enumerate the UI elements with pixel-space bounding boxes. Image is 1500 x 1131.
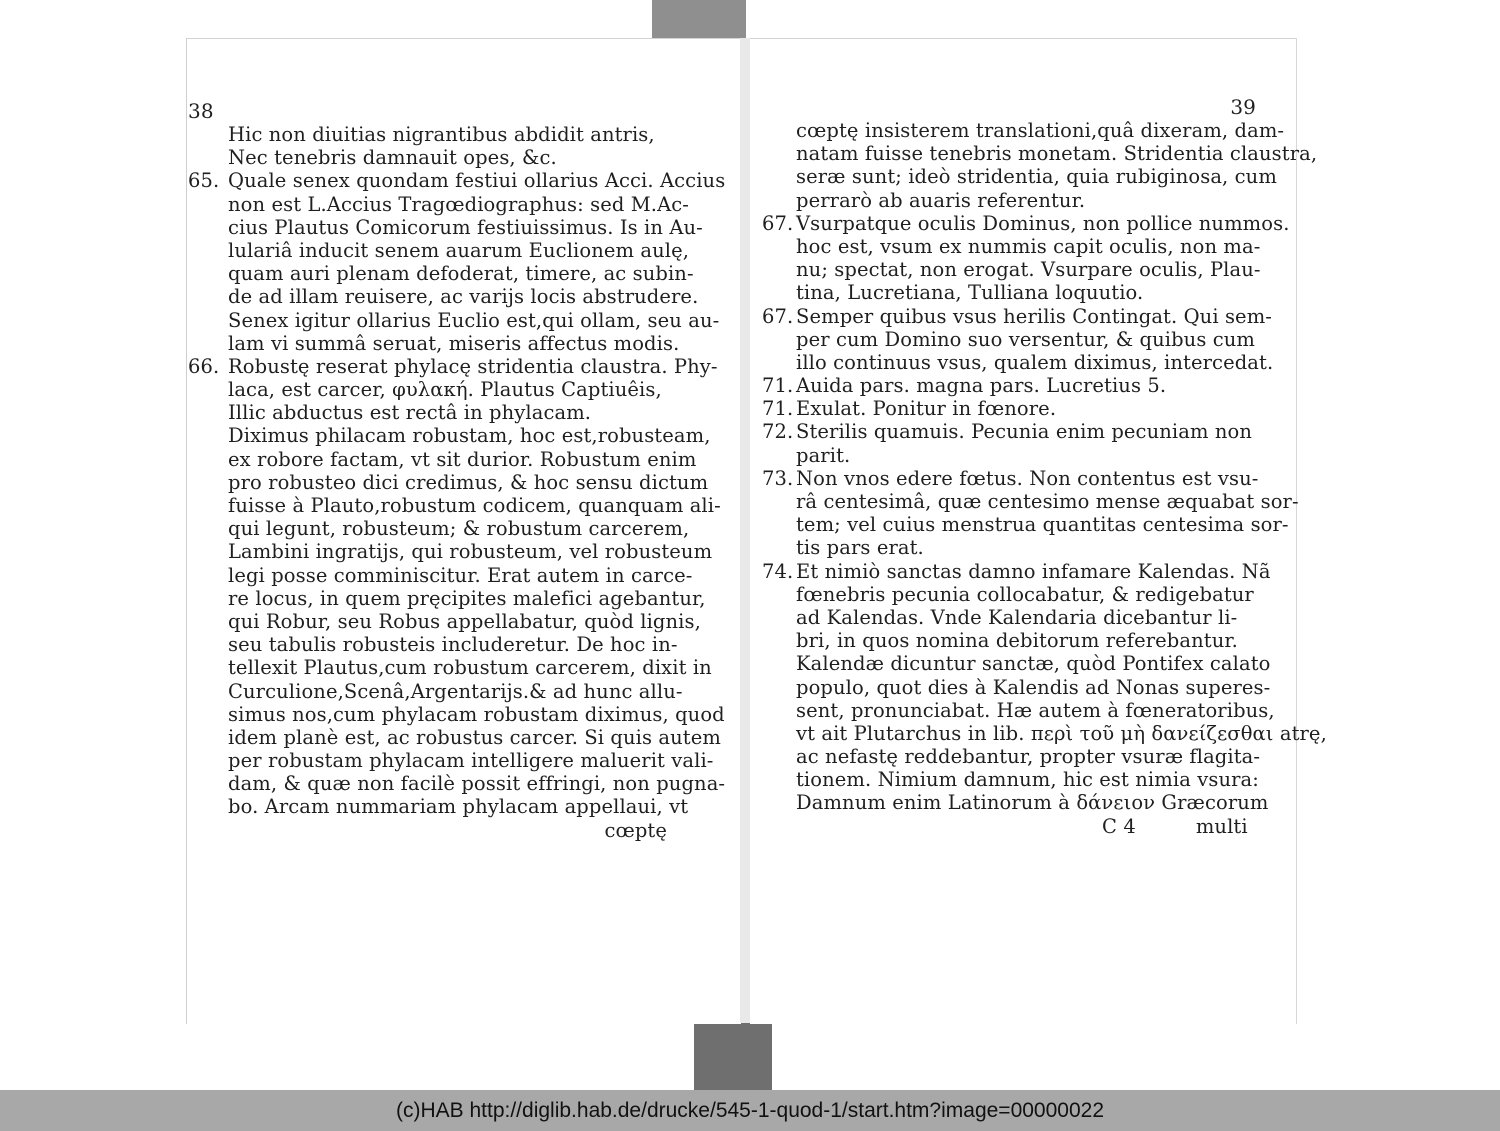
verse-number: 66.	[188, 354, 220, 378]
line-text: qui legunt, robusteum; & robustum carcerem,	[228, 517, 690, 541]
line-text: Vsurpatque oculis Dominus, non pollice nummos.	[796, 211, 1290, 235]
line-text: Non vnos edere fœtus. Non contentus est vsu-	[796, 466, 1259, 490]
line-text: cœptę insisterem translationi,quâ dixeram, dam-	[796, 119, 1285, 142]
line-text: Hic non diuitias nigrantibus abdidit antris,	[228, 123, 655, 146]
line-text: Lambini ingratijs, qui robusteum, vel robusteum	[228, 540, 713, 564]
text-line	[762, 652, 1271, 676]
line-text: Senex igitur ollarius Euclio est,qui ollam, seu au-	[228, 308, 720, 332]
text-line	[762, 490, 1299, 513]
line-text: seu tabulis robusteis includeretur. De hoc in-	[228, 633, 678, 657]
signature-line	[762, 815, 1260, 838]
line-text: ac nefastę reddebantur, propter vsuræ flagita-	[796, 745, 1261, 769]
line-text: re locus, in quem pręcipites malefici agebantur,	[228, 586, 706, 610]
line-text: ad Kalendas. Vnde Kalendaria dicebantur li-	[796, 605, 1238, 629]
text-line	[188, 586, 706, 610]
line-text: simus nos,cum phylacam robustam diximus, quod	[228, 702, 725, 726]
line-text: tem; vel cuius menstrua quantitas centesima sor-	[796, 513, 1289, 537]
line-text: Illic abductus est rectâ in phylacam.	[228, 401, 592, 425]
text-line	[188, 239, 703, 262]
verse-number: 71.	[762, 397, 794, 421]
line-text: seræ sunt; ideò stridentia, quia rubiginosa, cum	[796, 165, 1277, 189]
verse-number: 71.	[762, 374, 794, 398]
text-line	[188, 772, 726, 796]
text-line	[188, 216, 703, 239]
text-line	[762, 536, 1260, 559]
text-line	[188, 401, 703, 424]
line-text: perrarò ab auaris referentur.	[796, 188, 1086, 212]
line-text: pro robusteo dici credimus, & hoc sensu dictum	[228, 470, 709, 494]
book-spine-top	[652, 0, 746, 40]
text-line	[188, 448, 703, 471]
text-line	[762, 420, 1260, 443]
text-line	[188, 656, 712, 680]
line-text: lulariâ inducit senem auarum Euclionem aulę,	[228, 238, 690, 262]
text-line	[188, 378, 703, 401]
book-spine-bottom	[694, 1018, 772, 1090]
line-text: Semper quibus vsus herilis Contingat. Qui sem-	[796, 304, 1272, 328]
text-line	[188, 749, 714, 773]
line-text: lam vi summâ seruat, miseris affectus modis.	[228, 331, 680, 355]
line-text: cius Plautus Comicorum festiuissimus. Is in Au-	[228, 215, 703, 239]
text-line	[188, 169, 726, 193]
text-line	[188, 633, 703, 656]
text-line	[188, 702, 725, 726]
text-line	[188, 354, 718, 378]
text-line	[762, 629, 1260, 652]
left-catchword: cœptę	[604, 818, 667, 842]
line-text: Et nimiò sanctas damno infamare Kalendas. Nã	[796, 559, 1271, 583]
right-catchword: multi	[1195, 814, 1248, 838]
line-text: qui Robur, seu Robus appellabatur, quòd lignis,	[228, 609, 701, 633]
line-text: parit.	[796, 443, 851, 467]
line-text: natam fuisse tenebris monetam. Stridentia claustra,	[796, 142, 1318, 166]
line-text: illo continuus vsus, qualem diximus, intercedat.	[796, 350, 1274, 374]
text-line	[762, 698, 1275, 722]
line-text: per robustam phylacam intelligere maluerit vali-	[228, 749, 714, 773]
text-line	[188, 193, 703, 216]
line-text: per cum Domino suo versentur, & quibus cum	[796, 327, 1256, 351]
text-line	[762, 559, 1271, 583]
verse-number: 72.	[762, 420, 794, 444]
line-text: fœnebris pecunia collocabatur, & redigebatur	[796, 582, 1254, 606]
line-text: dam, & quæ non facilè possit effringi, non pugna-	[228, 772, 726, 796]
text-line	[188, 540, 713, 564]
verse-number: 65.	[188, 169, 220, 193]
line-text: non est L.Accius Tragœdiographus: sed M.Ac-	[228, 192, 689, 216]
text-line	[762, 281, 1260, 304]
line-text: de ad illam reuisere, ac varijs locis abstrudere.	[228, 285, 699, 309]
text-line	[762, 235, 1260, 258]
text-line	[762, 165, 1277, 189]
text-line	[188, 332, 703, 355]
text-line	[762, 513, 1289, 537]
line-text: idem planè est, ac robustus carcer. Si quis autem	[228, 725, 721, 749]
verse-number: 67.	[762, 211, 794, 235]
text-line	[762, 745, 1260, 768]
text-line	[762, 304, 1272, 328]
text-line	[188, 564, 703, 587]
right-page-text	[762, 95, 1327, 838]
text-line	[188, 262, 703, 285]
line-text: vt ait Plutarchus in lib. περὶ τοῦ μὴ δανείζεσθαι atrę,	[796, 721, 1327, 745]
line-text: Exulat. Ponitur in fœnore.	[796, 397, 1057, 421]
text-line	[762, 444, 1260, 467]
text-line	[762, 606, 1260, 629]
line-text: laca, est carcer, φυλακή. Plautus Captiuêis,	[228, 378, 662, 402]
line-text: Quale senex quondam festiui ollarius Acci. Accius	[228, 169, 726, 193]
line-text: Sterilis quamuis. Pecunia enim pecuniam non	[796, 420, 1253, 444]
text-line	[188, 308, 720, 332]
text-line	[762, 258, 1260, 281]
line-text: Robustę reserat phylacę stridentia claustra. Phy-	[228, 354, 718, 378]
text-line	[762, 142, 1318, 166]
text-line	[188, 680, 703, 703]
line-text: tis pars erat.	[796, 536, 924, 560]
text-line	[762, 583, 1260, 606]
text-line	[188, 795, 703, 818]
footer-url: (c)HAB http://diglib.hab.de/drucke/545-1-quod-1/start.htm?image=00000022	[0, 1090, 1500, 1131]
line-text: Damnum enim Latinorum à δάνειον Græcorum	[796, 791, 1269, 815]
verse-number: 67.	[762, 304, 794, 328]
text-line	[762, 189, 1260, 212]
text-line	[762, 119, 1285, 142]
text-line	[188, 517, 703, 540]
signature-mark: C 4	[1102, 814, 1136, 838]
text-line	[188, 725, 721, 749]
line-text: sent, pronunciabat. Hæ autem à fœneratoribus,	[796, 698, 1275, 722]
book-gutter	[740, 38, 750, 1023]
text-line	[188, 424, 711, 448]
line-text: Nec tenebris damnauit opes, &c.	[228, 146, 557, 170]
text-line	[762, 397, 1260, 420]
line-text: râ centesimâ, quæ centesimo mense æquabat sor-	[796, 490, 1299, 513]
right-page-lines	[762, 119, 1327, 815]
line-text: fuisse à Plauto,robustum codicem, quanquam ali-	[228, 494, 721, 517]
line-text: tionem. Nimium damnum, hic est nimia vsura:	[796, 768, 1259, 792]
line-text: Kalendæ dicuntur sanctæ, quòd Pontifex calato	[796, 652, 1271, 676]
line-text: ex robore factam, vt sit durior. Robustum enim	[228, 447, 697, 471]
text-line	[188, 285, 703, 308]
verse-number: 73.	[762, 466, 794, 490]
text-line	[762, 791, 1269, 815]
text-line	[762, 374, 1260, 397]
line-text: populo, quot dies à Kalendis ad Nonas superes-	[796, 675, 1271, 699]
line-text: hoc est, vsum ex nummis capit oculis, non ma-	[796, 234, 1261, 258]
text-line	[188, 146, 703, 169]
text-line	[188, 470, 709, 494]
text-line	[762, 211, 1290, 235]
left-page-number: 38	[188, 99, 214, 123]
line-text: bo. Arcam nummariam phylacam appellaui, vt	[228, 795, 689, 819]
line-text: legi posse comminiscitur. Erat autem in carce-	[228, 563, 693, 587]
line-text: Diximus philacam robustam, hoc est,robusteam,	[228, 424, 711, 448]
text-line	[188, 494, 721, 517]
right-page-number: 39	[1230, 95, 1256, 119]
line-text: Curculione,Scenâ,Argentarijs.& ad hunc allu-	[228, 679, 683, 703]
text-line	[762, 675, 1271, 699]
line-text: bri, in quos nomina debitorum referebantur.	[796, 629, 1238, 653]
line-text: Auida pars. magna pars. Lucretius 5.	[796, 374, 1167, 398]
text-line	[762, 328, 1260, 351]
line-text: tellexit Plautus,cum robustum carcerem, dixit in	[228, 656, 712, 680]
left-page-text	[188, 99, 726, 842]
left-page-lines	[188, 123, 726, 819]
verse-number: 74.	[762, 559, 794, 583]
text-line	[762, 721, 1327, 745]
line-text: tina, Lucretiana, Tulliana loquutio.	[796, 281, 1144, 305]
text-line	[762, 768, 1260, 791]
text-line	[762, 467, 1260, 490]
text-line	[188, 610, 703, 633]
text-line	[188, 123, 703, 146]
text-line	[762, 350, 1274, 374]
line-text: quam auri plenam defoderat, timere, ac subin-	[228, 262, 694, 286]
line-text: nu; spectat, non erogat. Vsurpare oculis, Plau-	[796, 258, 1261, 282]
